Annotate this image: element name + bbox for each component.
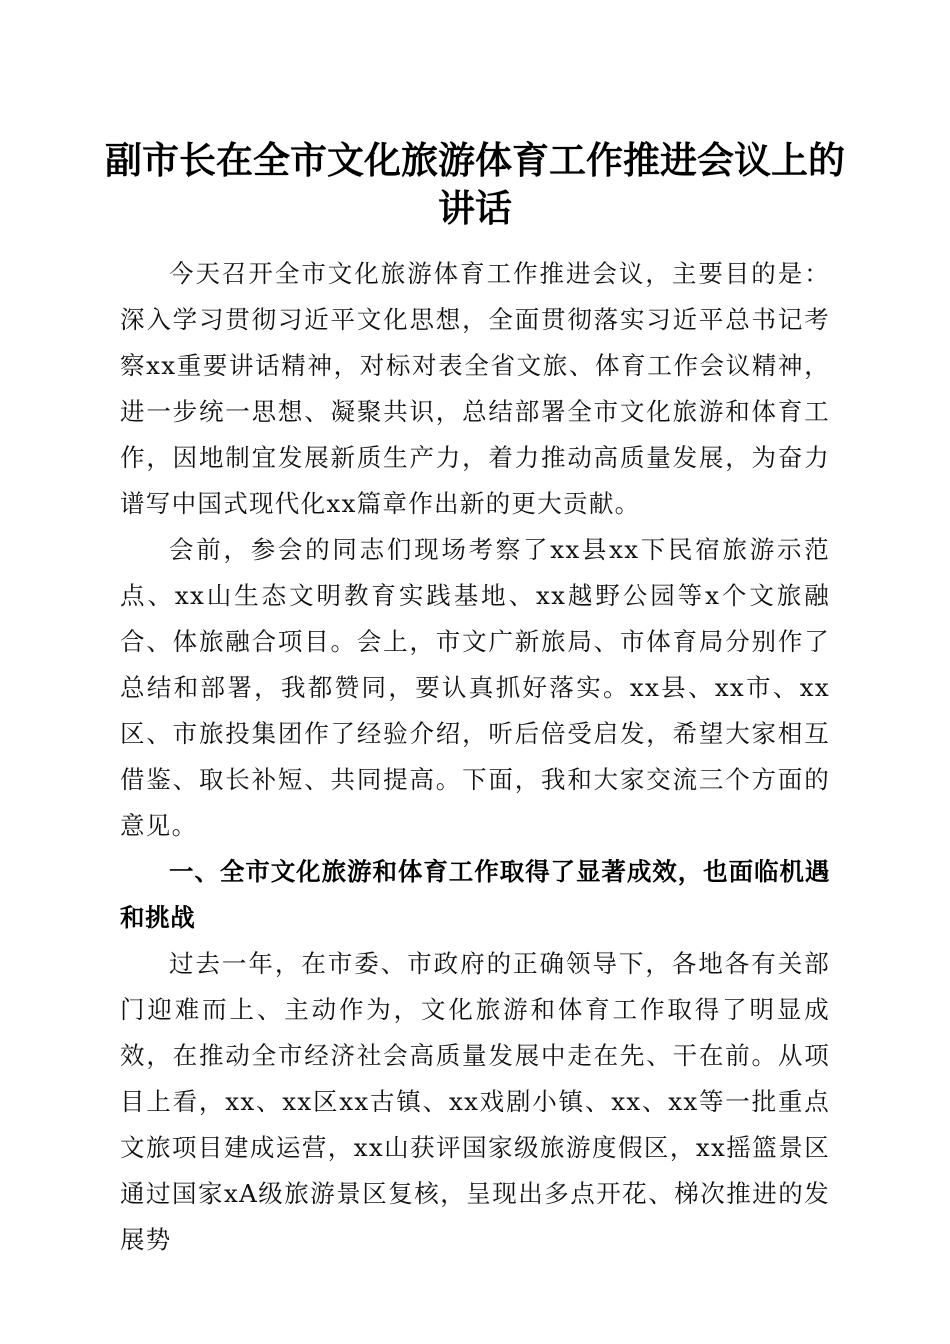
document-title-line-1: 副市长在全市文化旅游体育工作推进会议上的 — [105, 138, 845, 182]
document-title-line-2: 讲话 — [438, 186, 512, 230]
paragraph-achievements: 过去一年，在市委、市政府的正确领导下，各地各有关部门迎难而上、主动作为，文化旅游和体育工作取得了明显成效，在推动全市经济社会高质量发展中走在先、干在前。从项目上看，xx、xx区xx古镇、xx戏剧小镇、xx、xx等一批重点文旅项目建成运营，xx山获评国家级旅游度假区，xx摇篮景区通过国家xA级旅游景区复核，呈现出多点开花、梯次推进的发展势 — [120, 949, 830, 1254]
paragraph-intro: 今天召开全市文化旅游体育工作推进会议，主要目的是：深入学习贯彻习近平文化思想，全面贯彻落实习近平总书记考察xx重要讲话精神，对标对表全省文旅、体育工作会议精神，进一步统一思想、凝聚共识，总结部署全市文化旅游和体育工作，因地制宜发展新质生产力，着力推动高质量发展，为奋力谱写中国式现代化xx篇章作出新的更大贡献。 — [120, 259, 830, 518]
document-body — [120, 251, 830, 1263]
paragraph-meeting-review: 会前，参会的同志们现场考察了xx县xx下民宿旅游示范点、xx山生态文明教育实践基地、xx越野公园等x个文旅融合、体旅融合项目。会上，市文广新旅局、市体育局分别作了总结和部署，我都赞同，要认真抓好落实。xx县、xx市、xx区、市旅投集团作了经验介绍，听后倍受启发，希望大家相互借鉴、取长补短、共同提高。下面，我和大家交流三个方面的意见。 — [120, 535, 830, 840]
section-heading-1: 一、全市文化旅游和体育工作取得了显著成效，也面临机遇和挑战 — [120, 857, 830, 932]
